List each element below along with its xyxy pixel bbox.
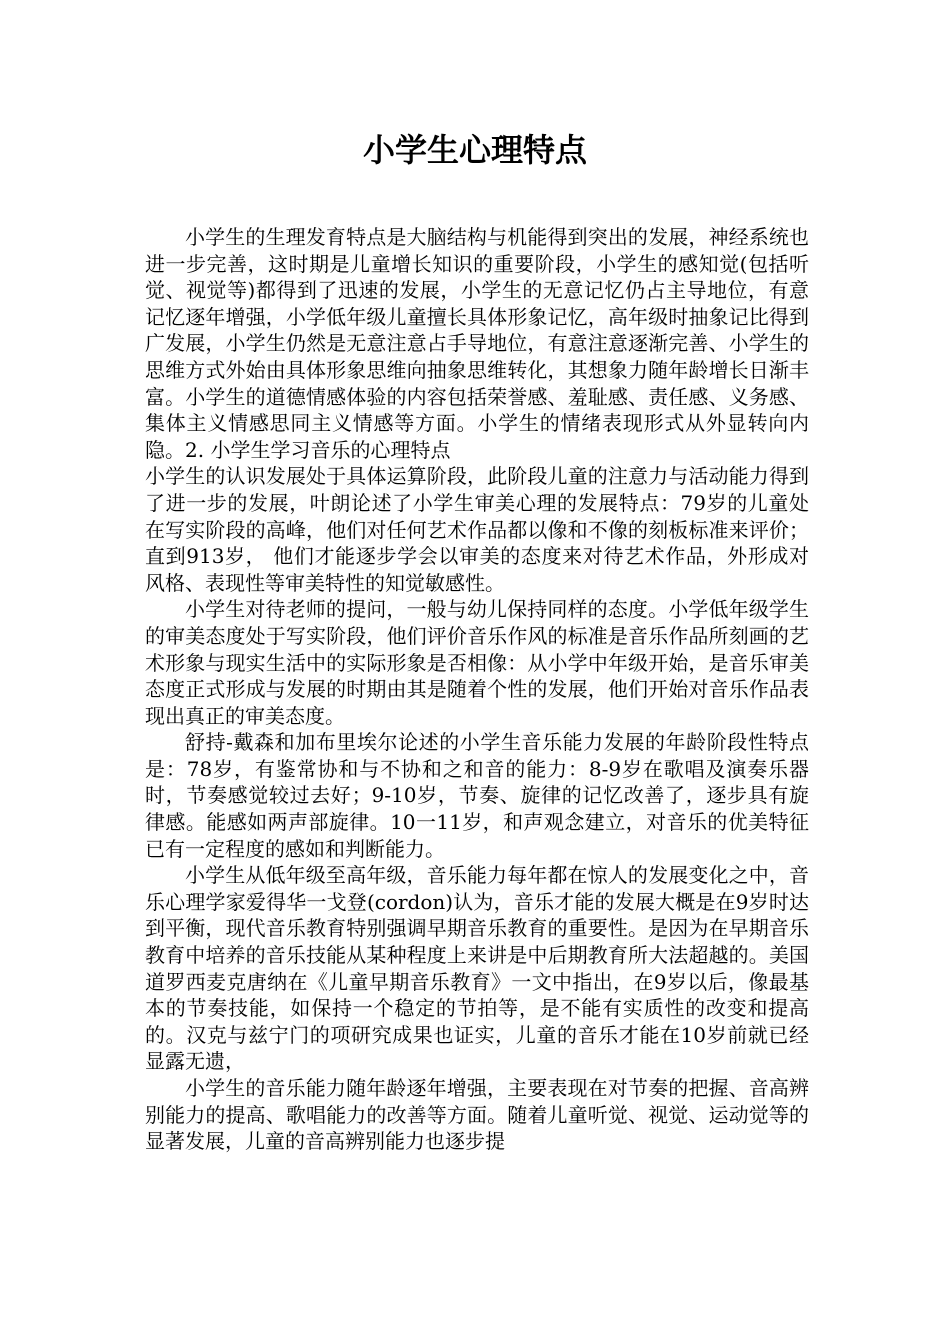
document-body	[145, 224, 809, 1155]
page-title: 小学生心理特点	[362, 131, 587, 169]
paragraph-music-ability-stages: 舒持-戴森和加布里埃尔论述的小学生音乐能力发展的年龄阶段性特点是：78岁，有鉴常协和与不协和之和音的能力：8-9岁在歌唱及演奏乐器时，节奏感觉较过去好；9-10岁，节奏、旋律的记忆改善了，逐步具有旋律感。能感如两声部旋律。10一11岁，和声观念建立，对音乐的优美特征已有一定程度的感如和判断能力。	[145, 730, 809, 861]
paragraph-aesthetic-attitude: 小学生对待老师的提问，一般与幼儿保持同样的态度。小学低年级学生的审美态度处于写实阶段，他们评价音乐作风的标准是音乐作品所刻画的艺术形象与现实生活中的实际形象是否相像：从小学中年级开始，是音乐审美态度正式形成与发展的时期由其是随着个性的发展，他们开始对音乐作品表现出真正的审美态度。	[145, 597, 809, 728]
paragraph-early-music-education: 小学生从低年级至高年级，音乐能力每年都在惊人的发展变化之中，音乐心理学家爱得华一戈登(cordon)认为，音乐才能的发展大概是在9岁时达到平衡，现代音乐教育特别强调早期音乐教育的重要性。是因为在早期音乐教育中培养的音乐技能从某种程度上来讲是中后期教育所大法超越的。美国道罗西麦克唐纳在《儿童早期音乐教育》一文中指出，在9岁以后，像最基本的节奏技能，如保持一个稳定的节拍等，是不能有实质性的改变和提高的。汉克与兹宁门的项研究成果也证实，儿童的音乐才能在10岁前就已经显露无遗，	[145, 863, 809, 1074]
paragraph-physiology: 小学生的生理发育特点是大脑结构与机能得到突出的发展，神经系统也进一步完善，这时期是儿童增长知识的重要阶段，小学生的感知觉(包括听觉、视觉等)都得到了迅速的发展，小学生的无意记忆仍占主导地位，有意记忆逐年增强，小学低年级儿童擅长具体形象记忆，高年级时抽象记比得到广发展，小学生仍然是无意注意占手导地位，有意注意逐渐完善、小学生的思维方式外始由具体形象思维向抽象思维转化，其想象力随年龄增长日渐丰富。小学生的道德情感体验的内容包括荣誉感、羞耻感、责任感、义务感、集体主义情感思同主义情感等方面。小学生的情绪表现形式从外显转向内隐。2. 小学生学习音乐的心理特点	[145, 225, 809, 462]
paragraph-cognitive-development: 小学生的认识发展处于具体运算阶段，此阶段儿童的注意力与活动能力得到了进一步的发展，叶朗论述了小学生审美心理的发展特点：79岁的儿童处在写实阶段的高峰，他们对任何艺术作品都以像和不像的刻板标准来评价；直到913岁， 他们才能逐步学会以审美的态度来对待艺术作品，外形成对风格、表现性等审美特性的知觉敏感性。	[145, 464, 809, 595]
paragraph-music-ability-growth: 小学生的音乐能力随年龄逐年增强，主要表现在对节奏的把握、音高辨别能力的提高、歌唱能力的改善等方面。随着儿童听觉、视觉、运动觉等的显著发展，儿童的音高辨别能力也逐步提	[145, 1076, 809, 1154]
